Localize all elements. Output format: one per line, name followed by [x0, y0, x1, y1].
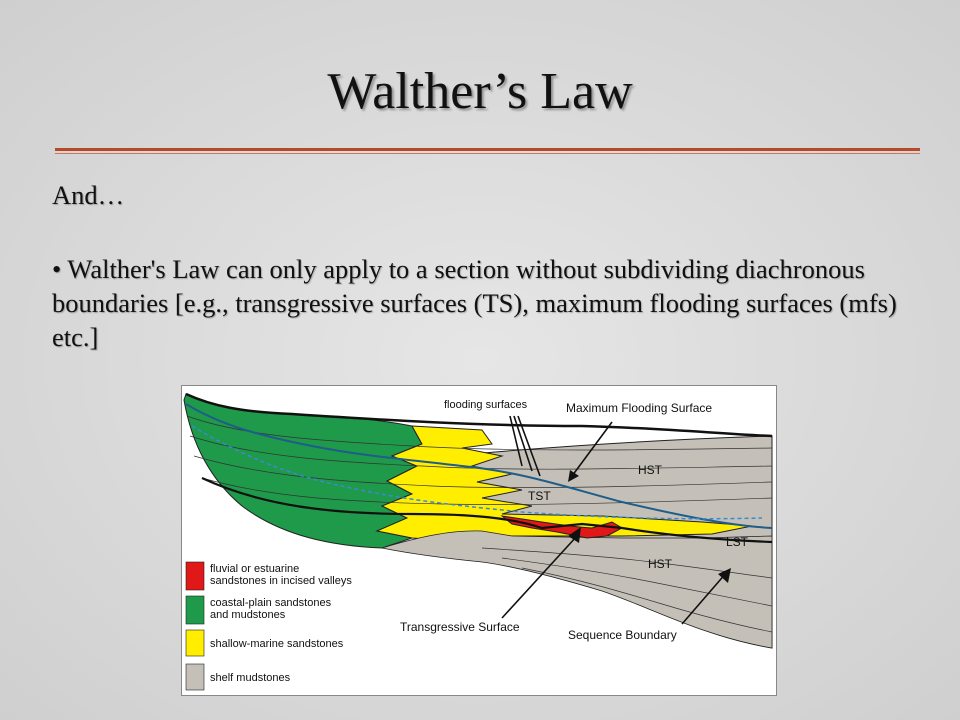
legend-label-shallow-marine: shallow-marine sandstones	[210, 638, 344, 650]
label-transgressive-surface: Transgressive Surface	[400, 620, 520, 634]
legend-label-coastal-2: and mudstones	[210, 609, 286, 621]
label-tst: TST	[528, 489, 551, 503]
stratigraphy-figure	[181, 385, 777, 696]
legend-label-coastal-1: coastal-plain sandstones	[210, 597, 332, 609]
label-lst: LST	[726, 535, 749, 549]
intro-text: And…	[52, 180, 125, 210]
legend-swatch-coastal	[186, 596, 204, 624]
legend-swatch-shelf	[186, 664, 204, 690]
coastal-plain-region	[184, 394, 422, 548]
legend	[186, 562, 352, 690]
label-sequence-boundary: Sequence Boundary	[568, 628, 677, 642]
label-hst-lower: HST	[648, 557, 672, 571]
label-max-flooding-surface: Maximum Flooding Surface	[566, 401, 713, 415]
title-divider-thin	[55, 153, 920, 154]
title-divider	[55, 148, 920, 151]
label-hst-upper: HST	[638, 463, 662, 477]
legend-label-fluvial-1: fluvial or estuarine	[210, 563, 300, 575]
slide-title: Walther’s Law	[327, 63, 633, 120]
legend-swatch-fluvial	[186, 562, 204, 590]
legend-swatch-shallow-marine	[186, 630, 204, 656]
bullet-text: • Walther's Law can only apply to a section without subdividing diachronous boundaries [e.g., transgressive surfaces (TS), maximum flooding surfaces (mfs) etc.]	[52, 254, 897, 352]
legend-label-shelf: shelf mudstones	[210, 672, 291, 684]
label-flooding-surfaces: flooding surfaces	[444, 399, 528, 411]
cross-section-diagram	[182, 386, 776, 695]
legend-label-fluvial-2: sandstones in incised valleys	[210, 575, 352, 587]
slide-body	[52, 178, 912, 354]
